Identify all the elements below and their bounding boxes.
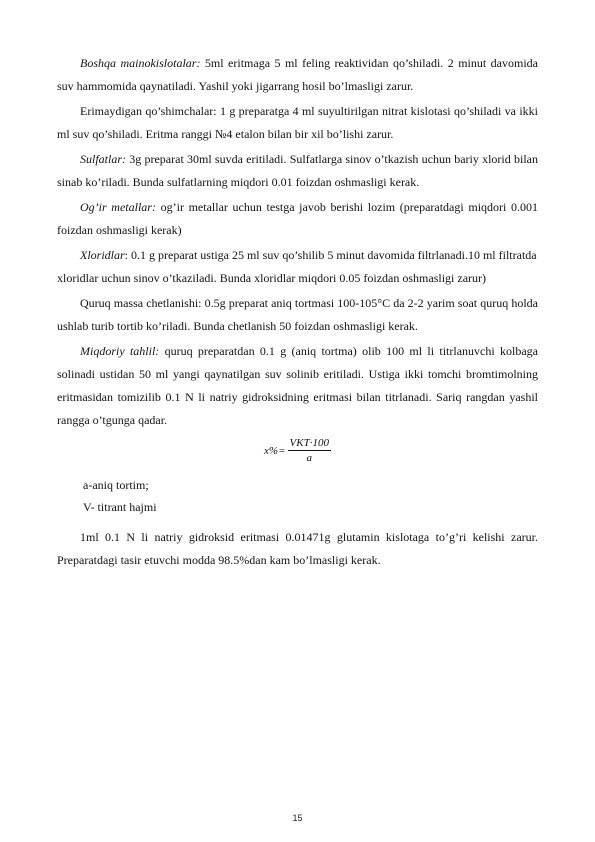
page-number: 15	[292, 813, 303, 823]
paragraph-text: og’ir metallar uchun testga javob berishi lozim (preparatdagi miqdori 0.001 foizdan oshmasligi kerak)	[57, 200, 539, 237]
paragraph-text: Erimaydigan qo’shimchalar: 1 g preparatga 4 ml suyultirilgan nitrat kislotasi qo’shiladi va ikki ml suv qo’shiladi. Eritma ranggi №4 etalon bilan bir xil bo’lishi zarur.	[57, 104, 538, 141]
paragraph-label: Sulfatlar:	[80, 152, 127, 166]
paragraph-chlorides	[57, 244, 538, 290]
formula-lhs: x%=	[264, 444, 286, 457]
paragraph-quantitative-analysis	[57, 340, 538, 432]
paragraph-other-amino-acids	[57, 52, 538, 98]
formula-legend-a: a-aniq tortim;	[83, 478, 149, 492]
paragraph-label: Og’ir metallar:	[80, 200, 156, 214]
document-page	[57, 52, 538, 574]
paragraph-sulfates	[57, 148, 538, 194]
paragraph-label: Xloridlar	[80, 248, 125, 262]
paragraph-text: 3g preparat 30ml suvda eritiladi. Sulfatlarga sinov o’tkazish uchun bariy xlorid bilan sinab ko’riladi. Bunda sulfatlarning miqdori 0.01 foizdan oshmasligi kerak.	[57, 152, 538, 189]
paragraph-insoluble-impurities	[57, 100, 538, 146]
paragraph-text: 5ml eritmaga 5 ml feling reaktividan qo’shiladi. 2 minut davomida suv hammomida qaynatiladi. Yashil yoki jigarrang hosil bo’lmasligi zarur.	[57, 56, 539, 93]
formula-numerator: VKT·100	[289, 437, 329, 449]
paragraph-heavy-metals	[57, 196, 538, 242]
formula	[57, 436, 538, 470]
paragraph-closing: 1ml 0.1 N li natriy gidroksid eritmasi 0.01471g glutamin kislotaga to’g’ri kelishi zarur. Preparatdagi tasir etuvchi modda 98.5%dan kam bo’lmasligi kerak.	[57, 530, 538, 567]
formula-fraction	[288, 436, 331, 465]
paragraph-label: Boshqa mainokislotalar:	[80, 56, 201, 70]
formula-legend-v: V- titrant hajmi	[83, 500, 157, 514]
paragraph-dry-mass	[57, 292, 538, 338]
paragraph-text: quruq preparatdan 0.1 g (aniq tortma) olib 100 ml li titrlanuvchi kolbaga solinadi ustidan 50 ml yangi qaynatilgan suv solinib eritiladi. Ustiga ikki tomchi bromtimolning eritmasidan tomizilib 0.1 N li natriy gidroksidning eritmasi bilan titrlanadi. Sariq rangdan yashil rangga o’tgunga qadar.	[57, 344, 538, 427]
formula-denominator: a	[306, 452, 312, 464]
paragraph-text: : 0.1 g preparat ustiga 25 ml suv qo’shilib 5 minut davomida filtrlanadi.10 ml filtratda xloridlar uchun sinov o’tkaziladi. Bunda xloridlar miqdori 0.05 foizdan oshmasligi zarur)	[57, 248, 537, 285]
paragraph-text: Quruq massa chetlanishi: 0.5g preparat aniq tortmasi 100-105°C da 2-2 yarim soat quruq holda ushlab turib tortib ko’riladi. Bunda chetlanish 50 foizdan oshmasligi kerak.	[57, 296, 538, 333]
paragraph-label: Miqdoriy tahlil:	[80, 344, 160, 358]
